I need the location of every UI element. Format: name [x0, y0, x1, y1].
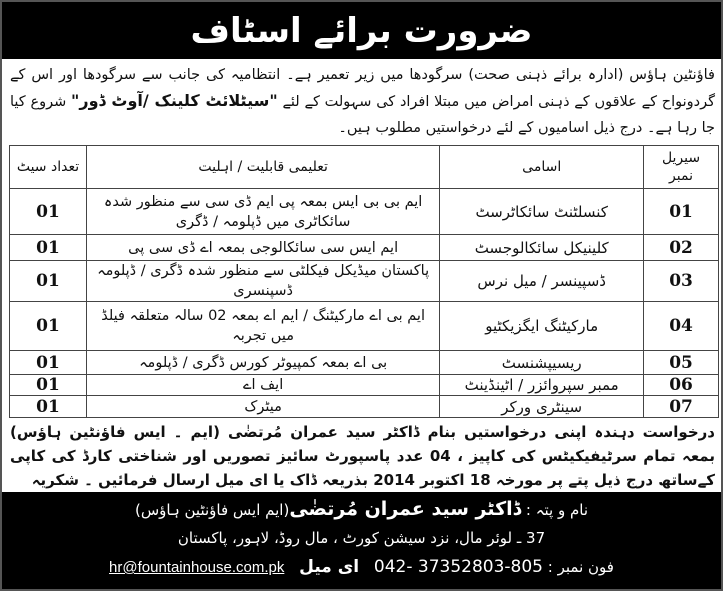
- qualification-cell: میٹرک: [86, 396, 439, 418]
- post-cell: ڈسپینسر / میل نرس: [440, 261, 644, 302]
- qualification-cell: ایم ایس سی سائکالوجی بمعہ اے ڈی سی پی: [86, 235, 439, 261]
- seats-cell: 01: [10, 375, 87, 396]
- application-instructions: درخواست دہندہ اپنی درخواستیں بنام ڈاکٹر سید عمران مُرتضٰی (ایم ۔ ایس فاؤنٹین ہاؤس) بمعہ تمام سرٹیفیکیٹس کی کاپیز ، 04 عدد پاسپورٹ سائیز تصوریں اور شناختی کارڈ کی کاپی کےساتھ درج ذیل پتے پر مورخہ 18 اکتوبر 2014 بذریعہ ڈاک یا ای میل ارسال فرمائیں ۔ شکریہ: [10, 423, 715, 489]
- phone-number: 042- 37352803-805: [373, 557, 543, 577]
- intro-highlight: "سیٹلائٹ کلینک /آوٹ ڈور": [71, 91, 278, 110]
- seats-cell: 01: [10, 235, 87, 261]
- email-link[interactable]: hr@fountainhouse.com.pk: [109, 559, 285, 576]
- serial-cell: 06: [644, 375, 719, 396]
- contact-phone-email-line: [2, 557, 721, 577]
- qualification-cell: ایم بی بی ایس بمعہ پی ایم ڈی سی سے منظور شدہ سائکاٹری میں ڈپلومہ / ڈگری: [86, 189, 439, 235]
- contact-name-line: [2, 498, 721, 520]
- post-cell: مارکیٹنگ ایگزیکٹیو: [440, 302, 644, 351]
- table-row: [10, 396, 719, 418]
- qualification-cell: ایف اے: [86, 375, 439, 396]
- qualification-cell: بی اے بمعہ کمپیوٹر کورس ڈگری / ڈپلومہ: [86, 351, 439, 375]
- contact-address: 37 ـ لوئر مال، نزد سیشن کورٹ ، مال روڈ، لاہور، پاکستان: [177, 529, 546, 547]
- intro-text-1: فاؤنٹین ہاؤس (ادارہ برائے ذہنی صحت) سرگودھا میں زیر تعمیر ہے۔ انتظامیہ کی جانب سے سرگودھا اور اس کے گردونواح کے علاقوں کے ذہنی امراض میں مبتلا افراد کی سہولت کے لئے: [10, 67, 716, 110]
- contact-band: [2, 492, 721, 589]
- table-row: [10, 302, 719, 351]
- name-label: نام و پتہ :: [525, 501, 589, 519]
- serial-cell: 05: [644, 351, 719, 375]
- post-cell: کلینیکل سائکالوجسٹ: [440, 235, 644, 261]
- header-band: [2, 2, 721, 59]
- phone-label: فون نمبر :: [547, 558, 614, 576]
- table-header-row: [10, 146, 719, 189]
- header-seats: تعداد سیٹ: [10, 146, 87, 189]
- serial-cell: 03: [644, 261, 719, 302]
- vacancies-table: [9, 145, 719, 418]
- serial-cell: 07: [644, 396, 719, 418]
- seats-cell: 01: [10, 302, 87, 351]
- intro-paragraph: [10, 62, 715, 141]
- contact-designation: (ایم ایس فاؤنٹین ہاؤس): [134, 501, 290, 519]
- post-cell: کنسلٹنٹ سائکاٹرسٹ: [440, 189, 644, 235]
- ad-title: ضرورت برائے اسٹاف: [190, 11, 533, 51]
- contact-name: ڈاکٹر سید عمران مُرتضٰی: [289, 498, 522, 520]
- table-row: [10, 375, 719, 396]
- seats-cell: 01: [10, 261, 87, 302]
- serial-cell: 02: [644, 235, 719, 261]
- seats-cell: 01: [10, 396, 87, 418]
- email-label: ای میل: [299, 557, 360, 577]
- table-row: [10, 351, 719, 375]
- table-row: [10, 189, 719, 235]
- seats-cell: 01: [10, 189, 87, 235]
- serial-cell: 04: [644, 302, 719, 351]
- post-cell: سینٹری ورکر: [440, 396, 644, 418]
- post-cell: ریسیپشنسٹ: [440, 351, 644, 375]
- qualification-cell: پاکستان میڈیکل فیکلٹی سے منظور شدہ ڈگری / ڈپلومہ ڈسپنسری: [86, 261, 439, 302]
- table-row: [10, 261, 719, 302]
- intro-text-2: شروع کیا جا رہا ہے۔ درج ذیل اسامیوں کے لئے درخواستیں مطلوب ہیں۔: [10, 94, 715, 136]
- serial-cell: 01: [644, 189, 719, 235]
- header-serial: سیریل نمبر: [644, 146, 719, 189]
- seats-cell: 01: [10, 351, 87, 375]
- post-cell: ممبر سپروائزر / اٹینڈینٹ: [440, 375, 644, 396]
- header-qualification: تعلیمی قابلیت / اہلیت: [86, 146, 439, 189]
- qualification-cell: ایم بی اے مارکیٹنگ / ایم اے بمعہ 02 سالہ متعلقہ فیلڈ میں تجربہ: [86, 302, 439, 351]
- header-post: اسامی: [440, 146, 644, 189]
- table-row: [10, 235, 719, 261]
